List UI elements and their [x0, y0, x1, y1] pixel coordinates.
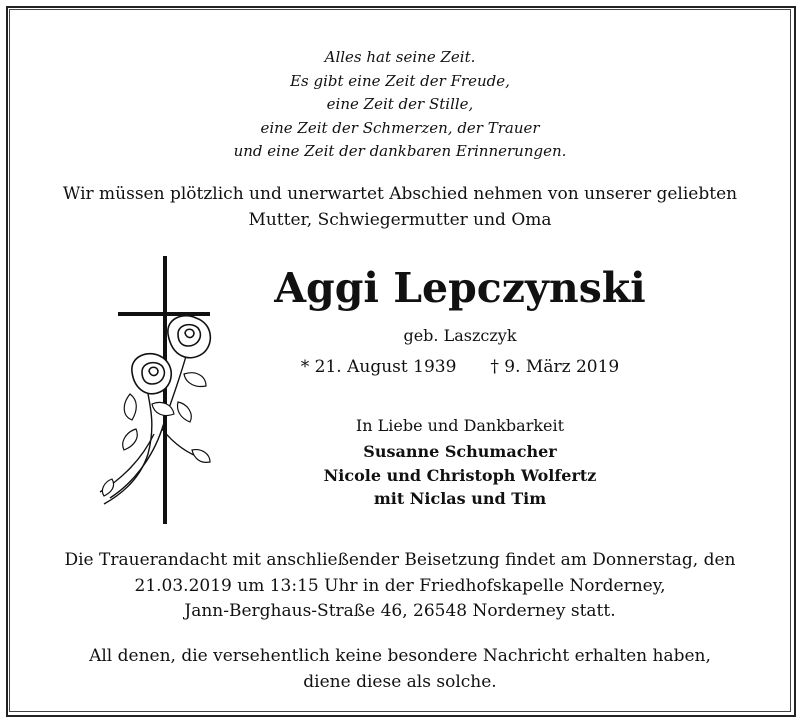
service-line: 21.03.2019 um 13:15 Uhr in der Friedhofskapelle Norderney,	[134, 575, 666, 596]
poem	[0, 46, 800, 164]
service-details	[0, 548, 800, 625]
deceased-name: Aggi Lepczynski	[274, 264, 646, 312]
service-line: Die Trauerandacht mit anschließender Beisetzung findet am Donnerstag, den	[64, 550, 736, 570]
life-dates	[230, 355, 690, 379]
intro-line: Mutter, Schwiegermutter und Oma	[248, 210, 552, 230]
poem-line: Es gibt eine Zeit der Freude,	[290, 71, 510, 90]
mourners-intro: In Liebe und Dankbarkeit	[355, 416, 565, 435]
intro-line: Wir müssen plötzlich und unerwartet Abschied nehmen von unserer geliebten	[62, 184, 738, 204]
announcement-intro	[0, 181, 800, 233]
mourner-name: Nicole und Christoph Wolfertz	[323, 465, 597, 485]
closing-note	[0, 644, 800, 695]
poem-line: Alles hat seine Zeit.	[324, 48, 476, 66]
mourners-list	[230, 440, 690, 511]
mourner-name: mit Niclas und Tim	[373, 489, 547, 508]
service-line: Jann-Berghaus-Straße 46, 26548 Norderney statt.	[184, 601, 616, 621]
closing-line: All denen, die versehentlich keine besondere Nachricht erhalten haben,	[89, 646, 711, 666]
death-date: † 9. März 2019	[490, 357, 620, 377]
poem-line: eine Zeit der Schmerzen, der Trauer	[260, 118, 540, 137]
cross-with-roses-icon	[92, 254, 224, 528]
poem-line: eine Zeit der Stille,	[326, 95, 474, 113]
mourner-name: Susanne Schumacher	[363, 442, 557, 461]
poem-line: und eine Zeit der dankbaren Erinnerungen.	[233, 142, 567, 160]
closing-line: diene diese als solche.	[303, 671, 497, 692]
maiden-name: geb. Laszczyk	[403, 326, 517, 345]
birth-date: * 21. August 1939	[300, 357, 457, 377]
